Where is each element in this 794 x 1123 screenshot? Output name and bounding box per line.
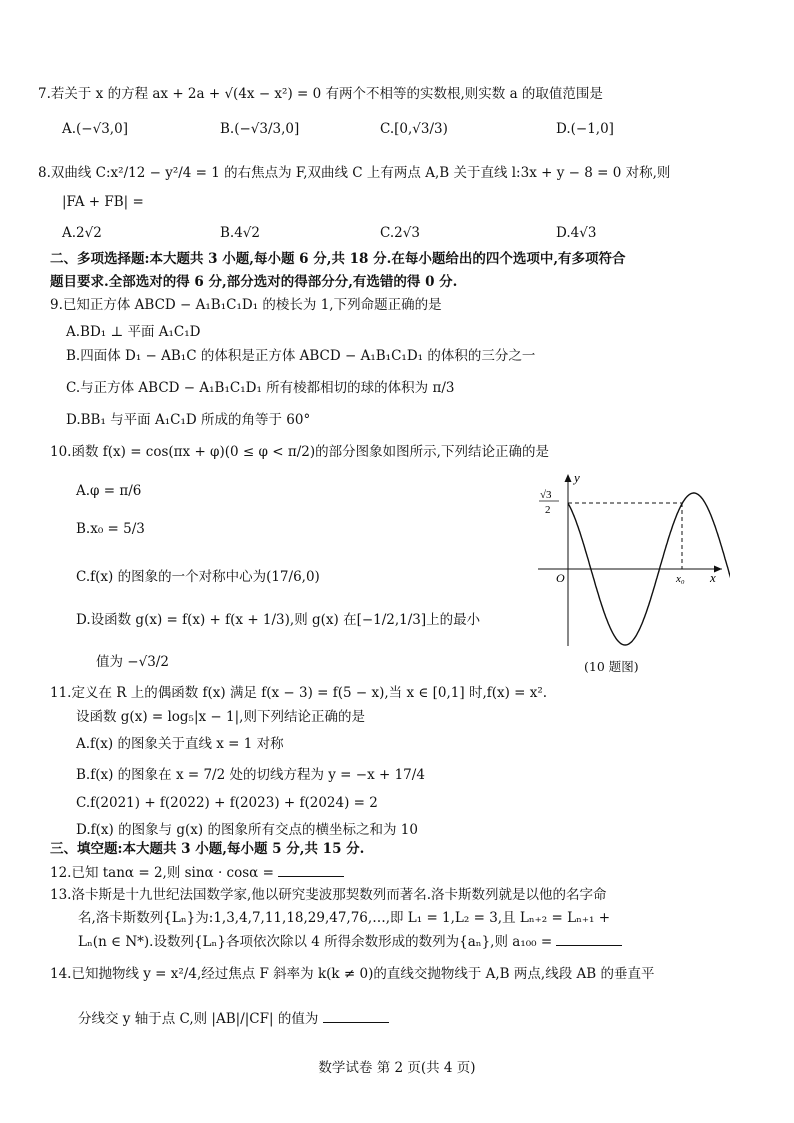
q11-option-d: D.f(x) 的图象与 g(x) 的图象所有交点的横坐标之和为 10 xyxy=(76,822,418,838)
q8-option-b: B.4√2 xyxy=(220,225,260,241)
q11-stem-2: 设函数 g(x) = log₅|x − 1|,则下列结论正确的是 xyxy=(76,709,365,725)
q13-line-3: Lₙ(n ∈ N*).设数列{Lₙ}各项依次除以 4 所得余数形成的数列为{aₙ},则 a₁₀₀ = xyxy=(78,934,553,950)
y-tick-numerator: √3 xyxy=(540,489,552,501)
q9-option-c: C.与正方体 ABCD − A₁B₁C₁D₁ 所有棱都相切的球的体积为 π/3 xyxy=(66,380,455,396)
q7-option-b: B.(−√3/3,0] xyxy=(220,121,300,137)
q12-stem: 12.已知 tanα = 2,则 sinα · cosα = xyxy=(50,865,274,881)
q9-option-a: A.BD₁ ⊥ 平面 A₁C₁D xyxy=(66,324,201,340)
q7-option-c: C.[0,√3/3) xyxy=(380,121,448,137)
q10-option-b: B.x₀ = 5/3 xyxy=(76,521,145,537)
q11-option-c: C.f(2021) + f(2022) + f(2023) + f(2024) = 2 xyxy=(76,795,378,811)
q14-line-2-wrap xyxy=(78,1010,389,1027)
q14-line-1: 14.已知抛物线 y = x²/4,经过焦点 F 斜率为 k(k ≠ 0)的直线交抛物线于 A,B 两点,线段 AB 的垂直平 xyxy=(50,966,655,982)
q8-option-d: D.4√3 xyxy=(556,225,597,241)
q10-option-a: A.φ = π/6 xyxy=(76,483,142,499)
page-footer: 数学试卷 第 2 页(共 4 页) xyxy=(318,1060,476,1076)
y-axis-arrow xyxy=(565,474,572,482)
q10-cosine-graph xyxy=(530,470,730,655)
section-3-title: 三、填空题:本大题共 3 小题,每小题 5 分,共 15 分. xyxy=(50,841,365,857)
q13-line-3-wrap xyxy=(78,933,622,950)
q11-option-a: A.f(x) 的图象关于直线 x = 1 对称 xyxy=(76,736,284,752)
q10-figure-caption: (10 题图) xyxy=(584,659,639,674)
origin-label: O xyxy=(556,571,565,585)
q12-answer-blank[interactable] xyxy=(278,864,344,877)
y-axis-label: y xyxy=(574,470,580,485)
q8-stem: 8.双曲线 C:x²/12 − y²/4 = 1 的右焦点为 F,双曲线 C 上有两点 A,B 关于直线 l:3x + y − 8 = 0 对称,则 xyxy=(38,165,671,181)
q8-stem-2: |FA + FB| = xyxy=(62,194,144,210)
x0-label: x₀ xyxy=(676,573,685,585)
q7-stem: 7.若关于 x 的方程 ax + 2a + √(4x − x²) = 0 有两个不相等的实数根,则实数 a 的取值范围是 xyxy=(38,86,603,102)
q8-option-c: C.2√3 xyxy=(380,225,420,241)
q10-option-c: C.f(x) 的图象的一个对称中心为(17/6,0) xyxy=(76,569,320,585)
q10-option-d-cont: 值为 −√3/2 xyxy=(96,654,169,670)
q14-answer-blank[interactable] xyxy=(323,1010,389,1023)
section-2-title-2: 题目要求.全部选对的得 6 分,部分选对的得部分分,有选错的得 0 分. xyxy=(50,274,458,290)
q11-stem: 11.定义在 R 上的偶函数 f(x) 满足 f(x − 3) = f(5 − x),当 x ∈ [0,1] 时,f(x) = x². xyxy=(50,685,548,701)
q9-option-b: B.四面体 D₁ − AB₁C 的体积是正方体 ABCD − A₁B₁C₁D₁ 的体积的三分之一 xyxy=(66,348,536,364)
q8-option-a: A.2√2 xyxy=(62,225,102,241)
q13-line-1: 13.洛卡斯是十九世纪法国数学家,他以研究斐波那契数列而著名.洛卡斯数列就是以他的名字命 xyxy=(50,887,607,903)
q7-option-a: A.(−√3,0] xyxy=(62,121,128,137)
q12-line xyxy=(50,864,344,881)
q13-line-2: 名,洛卡斯数列{Lₙ}为:1,3,4,7,11,18,29,47,76,…,即 L₁ = 1,L₂ = 3,且 Lₙ₊₂ = Lₙ₊₁ + xyxy=(78,910,611,926)
q7-option-d: D.(−1,0] xyxy=(556,121,614,137)
q9-stem: 9.已知正方体 ABCD − A₁B₁C₁D₁ 的棱长为 1,下列命题正确的是 xyxy=(50,297,442,313)
y-tick-denominator: 2 xyxy=(545,504,551,516)
section-2-title: 二、多项选择题:本大题共 3 小题,每小题 6 分,共 18 分.在每小题给出的四个选项中,有多项符合 xyxy=(50,251,626,267)
q9-option-d: D.BB₁ 与平面 A₁C₁D 所成的角等于 60° xyxy=(66,412,311,428)
q10-stem: 10.函数 f(x) = cos(πx + φ)(0 ≤ φ < π/2)的部分图象如图所示,下列结论正确的是 xyxy=(50,444,549,460)
q10-option-d: D.设函数 g(x) = f(x) + f(x + 1/3),则 g(x) 在[−1/2,1/3]上的最小 xyxy=(76,612,481,628)
q14-line-2: 分线交 y 轴于点 C,则 |AB|/|CF| 的值为 xyxy=(78,1011,319,1027)
x-axis-label: x xyxy=(710,570,716,585)
q11-option-b: B.f(x) 的图象在 x = 7/2 处的切线方程为 y = −x + 17/4 xyxy=(76,767,425,783)
q13-answer-blank[interactable] xyxy=(556,933,622,946)
